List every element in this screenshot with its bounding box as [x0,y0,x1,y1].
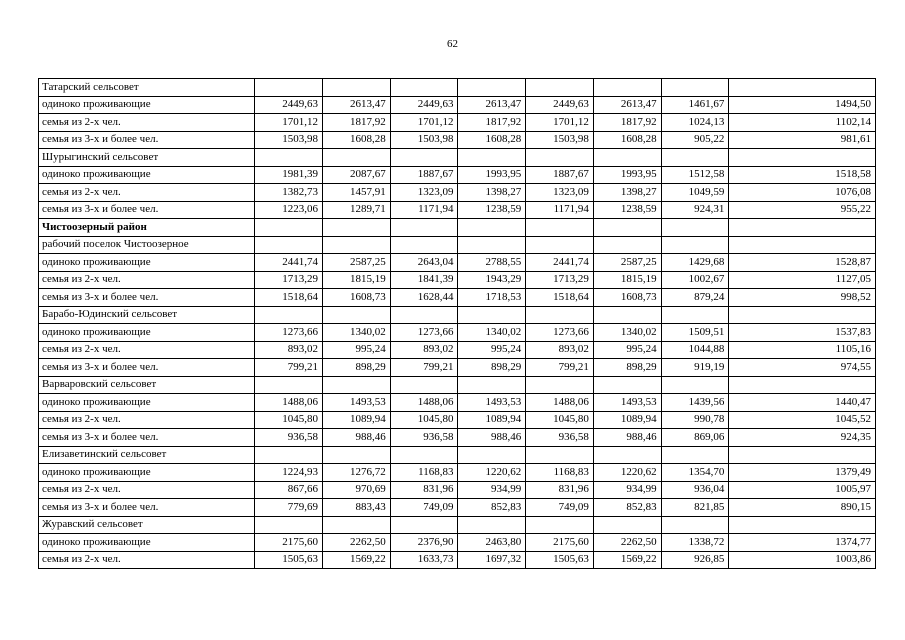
value-cell [323,376,391,394]
value-cell [323,306,391,324]
section-header-row [39,79,876,97]
value-cell: 893,02 [390,341,458,359]
value-cell: 919,19 [661,359,729,377]
value-cell: 1220,62 [593,464,661,482]
value-cell: 2613,47 [593,96,661,114]
value-cell [323,236,391,254]
table-row [39,131,876,149]
value-cell: 890,15 [729,499,876,517]
value-cell: 1374,77 [729,534,876,552]
value-cell: 1569,22 [323,551,391,569]
value-cell: 1429,68 [661,254,729,272]
value-cell: 1340,02 [323,324,391,342]
row-label: семья из 2-х чел. [39,114,255,132]
value-cell [255,219,323,237]
value-cell: 1379,49 [729,464,876,482]
row-label: одиноко проживающие [39,464,255,482]
value-cell [526,306,594,324]
value-cell [390,306,458,324]
value-cell [729,306,876,324]
value-cell [661,306,729,324]
value-cell [593,516,661,534]
row-label: одиноко проживающие [39,324,255,342]
value-cell: 799,21 [255,359,323,377]
value-cell [255,376,323,394]
row-label: семья из 2-х чел. [39,411,255,429]
value-cell [661,79,729,97]
value-cell: 1276,72 [323,464,391,482]
value-cell: 1528,87 [729,254,876,272]
value-cell: 1049,59 [661,184,729,202]
value-cell [458,446,526,464]
value-cell: 2463,80 [458,534,526,552]
row-label: семья из 2-х чел. [39,341,255,359]
value-cell [526,149,594,167]
value-cell: 1340,02 [593,324,661,342]
value-cell: 1505,63 [255,551,323,569]
value-cell [729,79,876,97]
value-cell: 1289,71 [323,201,391,219]
value-cell: 936,58 [526,429,594,447]
table-row [39,534,876,552]
table-row [39,166,876,184]
section-header-row [39,516,876,534]
value-cell: 1815,19 [323,271,391,289]
value-cell: 831,96 [526,481,594,499]
value-cell: 2587,25 [593,254,661,272]
value-cell [390,236,458,254]
section-label: рабочий поселок Чистоозерное [39,236,255,254]
value-cell: 1024,13 [661,114,729,132]
value-cell: 1488,06 [390,394,458,412]
table-row [39,271,876,289]
value-cell: 1220,62 [458,464,526,482]
row-label: семья из 3-х и более чел. [39,429,255,447]
value-cell: 1273,66 [390,324,458,342]
value-cell: 2441,74 [526,254,594,272]
value-cell [390,79,458,97]
value-cell: 1238,59 [593,201,661,219]
value-cell: 1323,09 [526,184,594,202]
row-label: семья из 3-х и более чел. [39,201,255,219]
value-cell: 926,85 [661,551,729,569]
value-cell [526,236,594,254]
value-cell: 883,43 [323,499,391,517]
value-cell: 879,24 [661,289,729,307]
table-row [39,359,876,377]
value-cell [593,446,661,464]
value-cell [593,236,661,254]
value-cell: 831,96 [390,481,458,499]
tariff-table [38,78,876,569]
value-cell [390,376,458,394]
table-row [39,324,876,342]
value-cell [390,446,458,464]
value-cell [661,219,729,237]
value-cell: 1102,14 [729,114,876,132]
value-cell: 1089,94 [458,411,526,429]
value-cell: 1628,44 [390,289,458,307]
value-cell: 936,58 [390,429,458,447]
value-cell: 1518,58 [729,166,876,184]
table-row [39,464,876,482]
value-cell: 995,24 [458,341,526,359]
value-cell: 1493,53 [323,394,391,412]
value-cell: 1701,12 [255,114,323,132]
value-cell: 799,21 [390,359,458,377]
section-label: Барабо-Юдинский сельсовет [39,306,255,324]
section-label: Чистоозерный район [39,219,255,237]
value-cell [526,446,594,464]
value-cell: 955,22 [729,201,876,219]
value-cell: 1273,66 [255,324,323,342]
value-cell [255,516,323,534]
value-cell [661,516,729,534]
value-cell [661,446,729,464]
value-cell: 1841,39 [390,271,458,289]
value-cell [729,446,876,464]
value-cell [458,236,526,254]
value-cell [526,376,594,394]
value-cell: 1238,59 [458,201,526,219]
value-cell: 1713,29 [526,271,594,289]
value-cell: 2087,67 [323,166,391,184]
value-cell: 779,69 [255,499,323,517]
value-cell [255,306,323,324]
value-cell: 1089,94 [323,411,391,429]
table-row [39,551,876,569]
value-cell: 924,35 [729,429,876,447]
value-cell: 1089,94 [593,411,661,429]
value-cell [458,79,526,97]
value-cell: 1608,28 [593,131,661,149]
value-cell: 1440,47 [729,394,876,412]
value-cell: 1045,80 [255,411,323,429]
value-cell [458,376,526,394]
value-cell: 1382,73 [255,184,323,202]
value-cell [255,446,323,464]
value-cell: 1817,92 [323,114,391,132]
value-cell: 867,66 [255,481,323,499]
value-cell: 2376,90 [390,534,458,552]
value-cell: 1439,56 [661,394,729,412]
value-cell: 1718,53 [458,289,526,307]
value-cell: 1713,29 [255,271,323,289]
value-cell: 1002,67 [661,271,729,289]
value-cell: 1005,97 [729,481,876,499]
row-label: семья из 2-х чел. [39,481,255,499]
value-cell: 1981,39 [255,166,323,184]
value-cell: 1701,12 [526,114,594,132]
value-cell [729,376,876,394]
row-label: одиноко проживающие [39,534,255,552]
value-cell: 905,22 [661,131,729,149]
value-cell: 1224,93 [255,464,323,482]
value-cell: 1127,05 [729,271,876,289]
value-cell: 1518,64 [526,289,594,307]
section-label: Журавский сельсовет [39,516,255,534]
value-cell [323,149,391,167]
value-cell [526,516,594,534]
value-cell [458,516,526,534]
value-cell [729,219,876,237]
section-header-row [39,446,876,464]
row-label: семья из 3-х и более чел. [39,131,255,149]
table-row [39,254,876,272]
value-cell: 1340,02 [458,324,526,342]
value-cell: 1503,98 [526,131,594,149]
section-label: Елизаветинский сельсовет [39,446,255,464]
value-cell: 995,24 [323,341,391,359]
value-cell: 1003,86 [729,551,876,569]
value-cell: 749,09 [526,499,594,517]
value-cell: 1045,80 [526,411,594,429]
value-cell [323,219,391,237]
value-cell: 1493,53 [593,394,661,412]
value-cell: 1171,94 [526,201,594,219]
value-cell: 934,99 [458,481,526,499]
value-cell: 1815,19 [593,271,661,289]
value-cell: 1993,95 [458,166,526,184]
section-header-row [39,376,876,394]
value-cell [526,79,594,97]
value-cell: 1076,08 [729,184,876,202]
value-cell [390,219,458,237]
table-row [39,481,876,499]
value-cell: 898,29 [458,359,526,377]
value-cell: 799,21 [526,359,594,377]
row-label: семья из 3-х и более чел. [39,499,255,517]
value-cell [729,236,876,254]
value-cell [593,376,661,394]
value-cell: 2587,25 [323,254,391,272]
value-cell [661,236,729,254]
value-cell: 974,55 [729,359,876,377]
value-cell: 1518,64 [255,289,323,307]
value-cell [661,376,729,394]
value-cell [458,219,526,237]
table-row [39,201,876,219]
value-cell: 2441,74 [255,254,323,272]
row-label: одиноко проживающие [39,394,255,412]
value-cell: 1457,91 [323,184,391,202]
value-cell [390,149,458,167]
value-cell [323,446,391,464]
table-row [39,184,876,202]
value-cell [729,516,876,534]
value-cell: 936,58 [255,429,323,447]
value-cell: 2175,60 [526,534,594,552]
value-cell: 1223,06 [255,201,323,219]
value-cell: 1488,06 [526,394,594,412]
value-cell: 893,02 [255,341,323,359]
table-row [39,114,876,132]
value-cell [390,516,458,534]
value-cell: 1503,98 [255,131,323,149]
value-cell: 936,04 [661,481,729,499]
value-cell: 1608,28 [458,131,526,149]
value-cell: 1943,29 [458,271,526,289]
value-cell: 1168,83 [526,464,594,482]
value-cell: 1887,67 [526,166,594,184]
value-cell: 988,46 [593,429,661,447]
value-cell: 998,52 [729,289,876,307]
value-cell: 1608,28 [323,131,391,149]
value-cell: 2449,63 [526,96,594,114]
value-cell: 988,46 [323,429,391,447]
value-cell: 1505,63 [526,551,594,569]
value-cell: 934,99 [593,481,661,499]
value-cell: 1105,16 [729,341,876,359]
row-label: семья из 2-х чел. [39,271,255,289]
value-cell: 749,09 [390,499,458,517]
section-header-row [39,306,876,324]
value-cell: 1493,53 [458,394,526,412]
value-cell [255,79,323,97]
value-cell [255,236,323,254]
value-cell: 1045,52 [729,411,876,429]
row-label: семья из 2-х чел. [39,551,255,569]
row-label: одиноко проживающие [39,254,255,272]
value-cell: 1398,27 [593,184,661,202]
value-cell [593,219,661,237]
value-cell: 1569,22 [593,551,661,569]
value-cell: 893,02 [526,341,594,359]
table-row [39,341,876,359]
value-cell: 2262,50 [323,534,391,552]
value-cell: 924,31 [661,201,729,219]
value-cell [661,149,729,167]
value-cell: 1608,73 [323,289,391,307]
value-cell [458,149,526,167]
section-label: Варваровский сельсовет [39,376,255,394]
value-cell: 1503,98 [390,131,458,149]
value-cell: 995,24 [593,341,661,359]
value-cell: 1168,83 [390,464,458,482]
row-label: семья из 3-х и более чел. [39,359,255,377]
value-cell: 1338,72 [661,534,729,552]
district-header-row [39,219,876,237]
row-label: семья из 2-х чел. [39,184,255,202]
value-cell: 1701,12 [390,114,458,132]
value-cell: 988,46 [458,429,526,447]
value-cell [323,516,391,534]
value-cell: 1494,50 [729,96,876,114]
value-cell: 898,29 [323,359,391,377]
table-row [39,429,876,447]
value-cell: 1045,80 [390,411,458,429]
table-body [39,79,876,569]
table-row [39,394,876,412]
value-cell [593,149,661,167]
value-cell: 2175,60 [255,534,323,552]
value-cell: 1993,95 [593,166,661,184]
value-cell: 1817,92 [458,114,526,132]
row-label: одиноко проживающие [39,96,255,114]
value-cell: 2613,47 [323,96,391,114]
value-cell: 981,61 [729,131,876,149]
value-cell: 1509,51 [661,324,729,342]
value-cell: 1398,27 [458,184,526,202]
section-header-row [39,149,876,167]
row-label: семья из 3-х и более чел. [39,289,255,307]
value-cell: 852,83 [593,499,661,517]
value-cell: 1323,09 [390,184,458,202]
value-cell: 869,06 [661,429,729,447]
value-cell: 898,29 [593,359,661,377]
section-label: Шурыгинский сельсовет [39,149,255,167]
page-number: 62 [447,38,458,50]
value-cell [255,149,323,167]
value-cell: 2449,63 [255,96,323,114]
value-cell [593,306,661,324]
section-header-row [39,236,876,254]
value-cell: 1887,67 [390,166,458,184]
table-row [39,96,876,114]
value-cell [526,219,594,237]
value-cell: 1273,66 [526,324,594,342]
value-cell: 2788,55 [458,254,526,272]
value-cell: 2613,47 [458,96,526,114]
value-cell: 1608,73 [593,289,661,307]
table-row [39,411,876,429]
value-cell: 990,78 [661,411,729,429]
value-cell: 1461,67 [661,96,729,114]
row-label: одиноко проживающие [39,166,255,184]
value-cell: 1817,92 [593,114,661,132]
value-cell [729,149,876,167]
value-cell [458,306,526,324]
value-cell [593,79,661,97]
value-cell: 2449,63 [390,96,458,114]
value-cell [323,79,391,97]
table-row [39,289,876,307]
value-cell: 1697,32 [458,551,526,569]
value-cell: 1354,70 [661,464,729,482]
value-cell: 1537,83 [729,324,876,342]
value-cell: 970,69 [323,481,391,499]
value-cell: 852,83 [458,499,526,517]
value-cell: 2643,04 [390,254,458,272]
value-cell: 2262,50 [593,534,661,552]
table-row [39,499,876,517]
section-label: Татарский сельсовет [39,79,255,97]
value-cell: 1171,94 [390,201,458,219]
value-cell: 821,85 [661,499,729,517]
value-cell: 1633,73 [390,551,458,569]
value-cell: 1512,58 [661,166,729,184]
value-cell: 1488,06 [255,394,323,412]
value-cell: 1044,88 [661,341,729,359]
